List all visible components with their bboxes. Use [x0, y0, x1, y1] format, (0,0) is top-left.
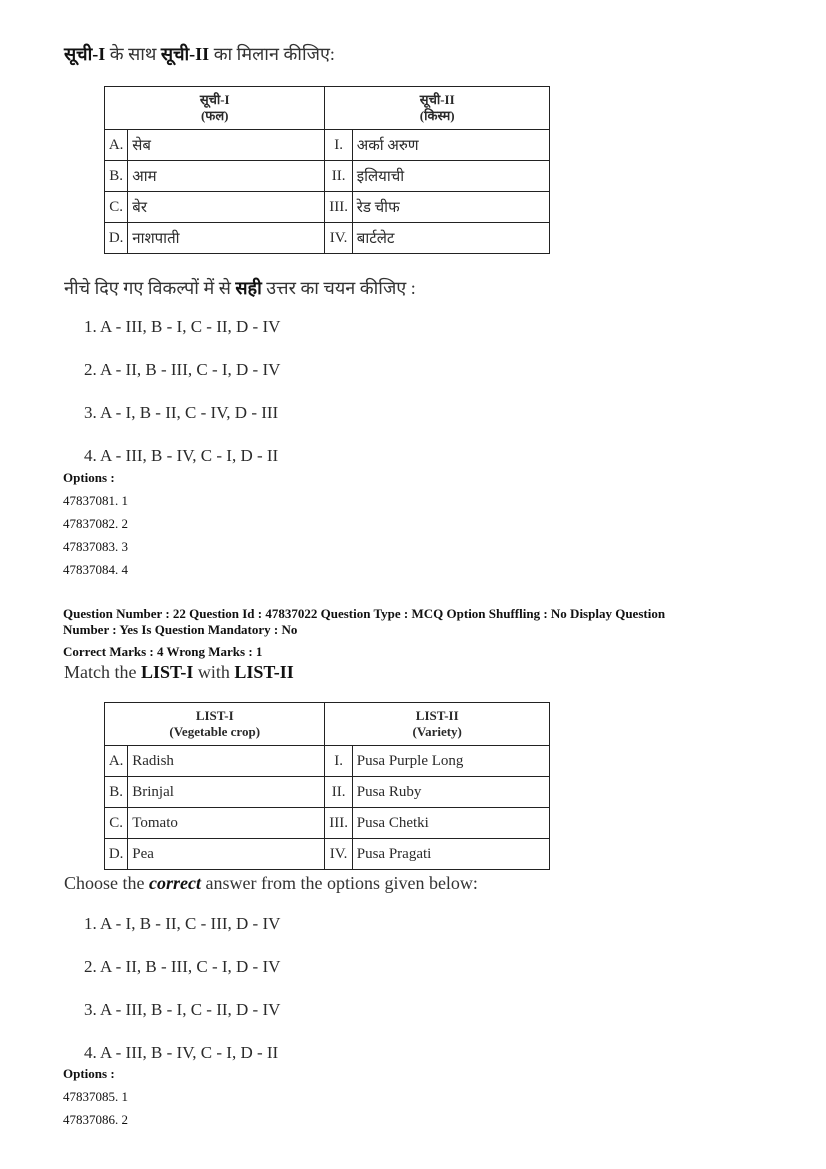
row-item: आम — [128, 161, 325, 192]
row-item: बेर — [128, 192, 325, 223]
row-item: सेब — [128, 130, 325, 161]
options-label: Options : — [63, 470, 115, 485]
q22-marks: Correct Marks : 4 Wrong Marks : 1 — [63, 644, 263, 659]
row-variety: रेड चीफ — [352, 192, 549, 223]
table-header-row — [105, 703, 550, 746]
q22-list2-label: LIST-II — [234, 662, 294, 682]
row-roman: III. — [325, 808, 352, 839]
row-letter: B. — [105, 161, 128, 192]
options-label: Options : — [63, 1066, 115, 1081]
row-roman: II. — [325, 161, 352, 192]
q22-col1-header: LIST-I (Vegetable crop) — [105, 703, 325, 746]
table-row — [105, 777, 550, 808]
row-item: Pea — [128, 839, 325, 870]
table-row — [105, 223, 550, 254]
row-roman: III. — [325, 192, 352, 223]
row-roman: I. — [325, 130, 352, 161]
q22-instruction: Match the LIST-I with LIST-II — [64, 662, 294, 682]
row-variety: अर्का अरुण — [352, 130, 549, 161]
row-variety: बार्टलेट — [352, 223, 549, 254]
row-item: Tomato — [128, 808, 325, 839]
table-row — [105, 161, 550, 192]
answer-option: 3. A - I, B - II, C - IV, D - III — [84, 403, 279, 422]
row-roman: IV. — [325, 223, 352, 254]
answer-option: 3. A - III, B - I, C - II, D - IV — [84, 1000, 281, 1019]
answer-option: 1. A - III, B - I, C - II, D - IV — [84, 317, 281, 336]
q22-list1-label: LIST-I — [140, 662, 194, 682]
row-variety: Pusa Pragati — [352, 839, 549, 870]
q21-col2-header: सूची-II (किस्म) — [325, 87, 550, 130]
answer-option: 1. A - I, B - II, C - III, D - IV — [84, 914, 281, 933]
table-row — [105, 839, 550, 870]
row-variety: इलियाची — [352, 161, 549, 192]
option-id: 47837085. 1 — [63, 1089, 128, 1104]
q21-instruction: सूची-I के साथ सूची-II का मिलान कीजिए: — [64, 44, 335, 64]
answer-option: 4. A - III, B - IV, C - I, D - II — [84, 1043, 279, 1062]
q22-options-block — [63, 1066, 128, 1135]
answer-option: 4. A - III, B - IV, C - I, D - II — [84, 446, 279, 465]
option-id: 47837083. 3 — [63, 539, 128, 554]
row-roman: II. — [325, 777, 352, 808]
q21-list2-label: सूची-II — [160, 44, 210, 64]
row-letter: D. — [105, 223, 128, 254]
q22-answer-list — [84, 914, 280, 1086]
option-id: 47837086. 2 — [63, 1112, 128, 1127]
row-item: Radish — [128, 746, 325, 777]
q21-list1-label: सूची-I — [64, 44, 106, 64]
option-id: 47837081. 1 — [63, 493, 128, 508]
q21-match-table — [104, 86, 550, 254]
table-row — [105, 130, 550, 161]
row-item: Brinjal — [128, 777, 325, 808]
q22-meta — [63, 606, 763, 660]
table-row — [105, 192, 550, 223]
option-id: 47837082. 2 — [63, 516, 128, 531]
row-roman: IV. — [325, 839, 352, 870]
q21-options-block — [63, 470, 128, 585]
q22-match-table — [104, 702, 550, 870]
row-letter: A. — [105, 746, 128, 777]
answer-option: 2. A - II, B - III, C - I, D - IV — [84, 360, 281, 379]
q22-col2-header: LIST-II (Variety) — [325, 703, 550, 746]
row-letter: D. — [105, 839, 128, 870]
q21-col1-header: सूची-I (फल) — [105, 87, 325, 130]
q21-choose-instruction: नीचे दिए गए विकल्पों में से सही उत्तर का चयन कीजिए : — [64, 278, 416, 298]
table-row — [105, 746, 550, 777]
q22-choose-instruction: Choose the correct answer from the options given below: — [64, 873, 478, 893]
row-letter: B. — [105, 777, 128, 808]
row-letter: C. — [105, 808, 128, 839]
q22-meta-line2: Number : Yes Is Question Mandatory : No — [63, 622, 298, 637]
option-id: 47837084. 4 — [63, 562, 128, 577]
answer-option: 2. A - II, B - III, C - I, D - IV — [84, 957, 281, 976]
q22-meta-line1: Question Number : 22 Question Id : 47837022 Question Type : MCQ Option Shuffling : No Display Question — [63, 606, 666, 621]
row-item: नाशपाती — [128, 223, 325, 254]
table-header-row — [105, 87, 550, 130]
row-roman: I. — [325, 746, 352, 777]
row-letter: A. — [105, 130, 128, 161]
row-variety: Pusa Chetki — [352, 808, 549, 839]
row-variety: Pusa Ruby — [352, 777, 549, 808]
row-letter: C. — [105, 192, 128, 223]
table-row — [105, 808, 550, 839]
row-variety: Pusa Purple Long — [352, 746, 549, 777]
q21-answer-list — [84, 317, 280, 489]
